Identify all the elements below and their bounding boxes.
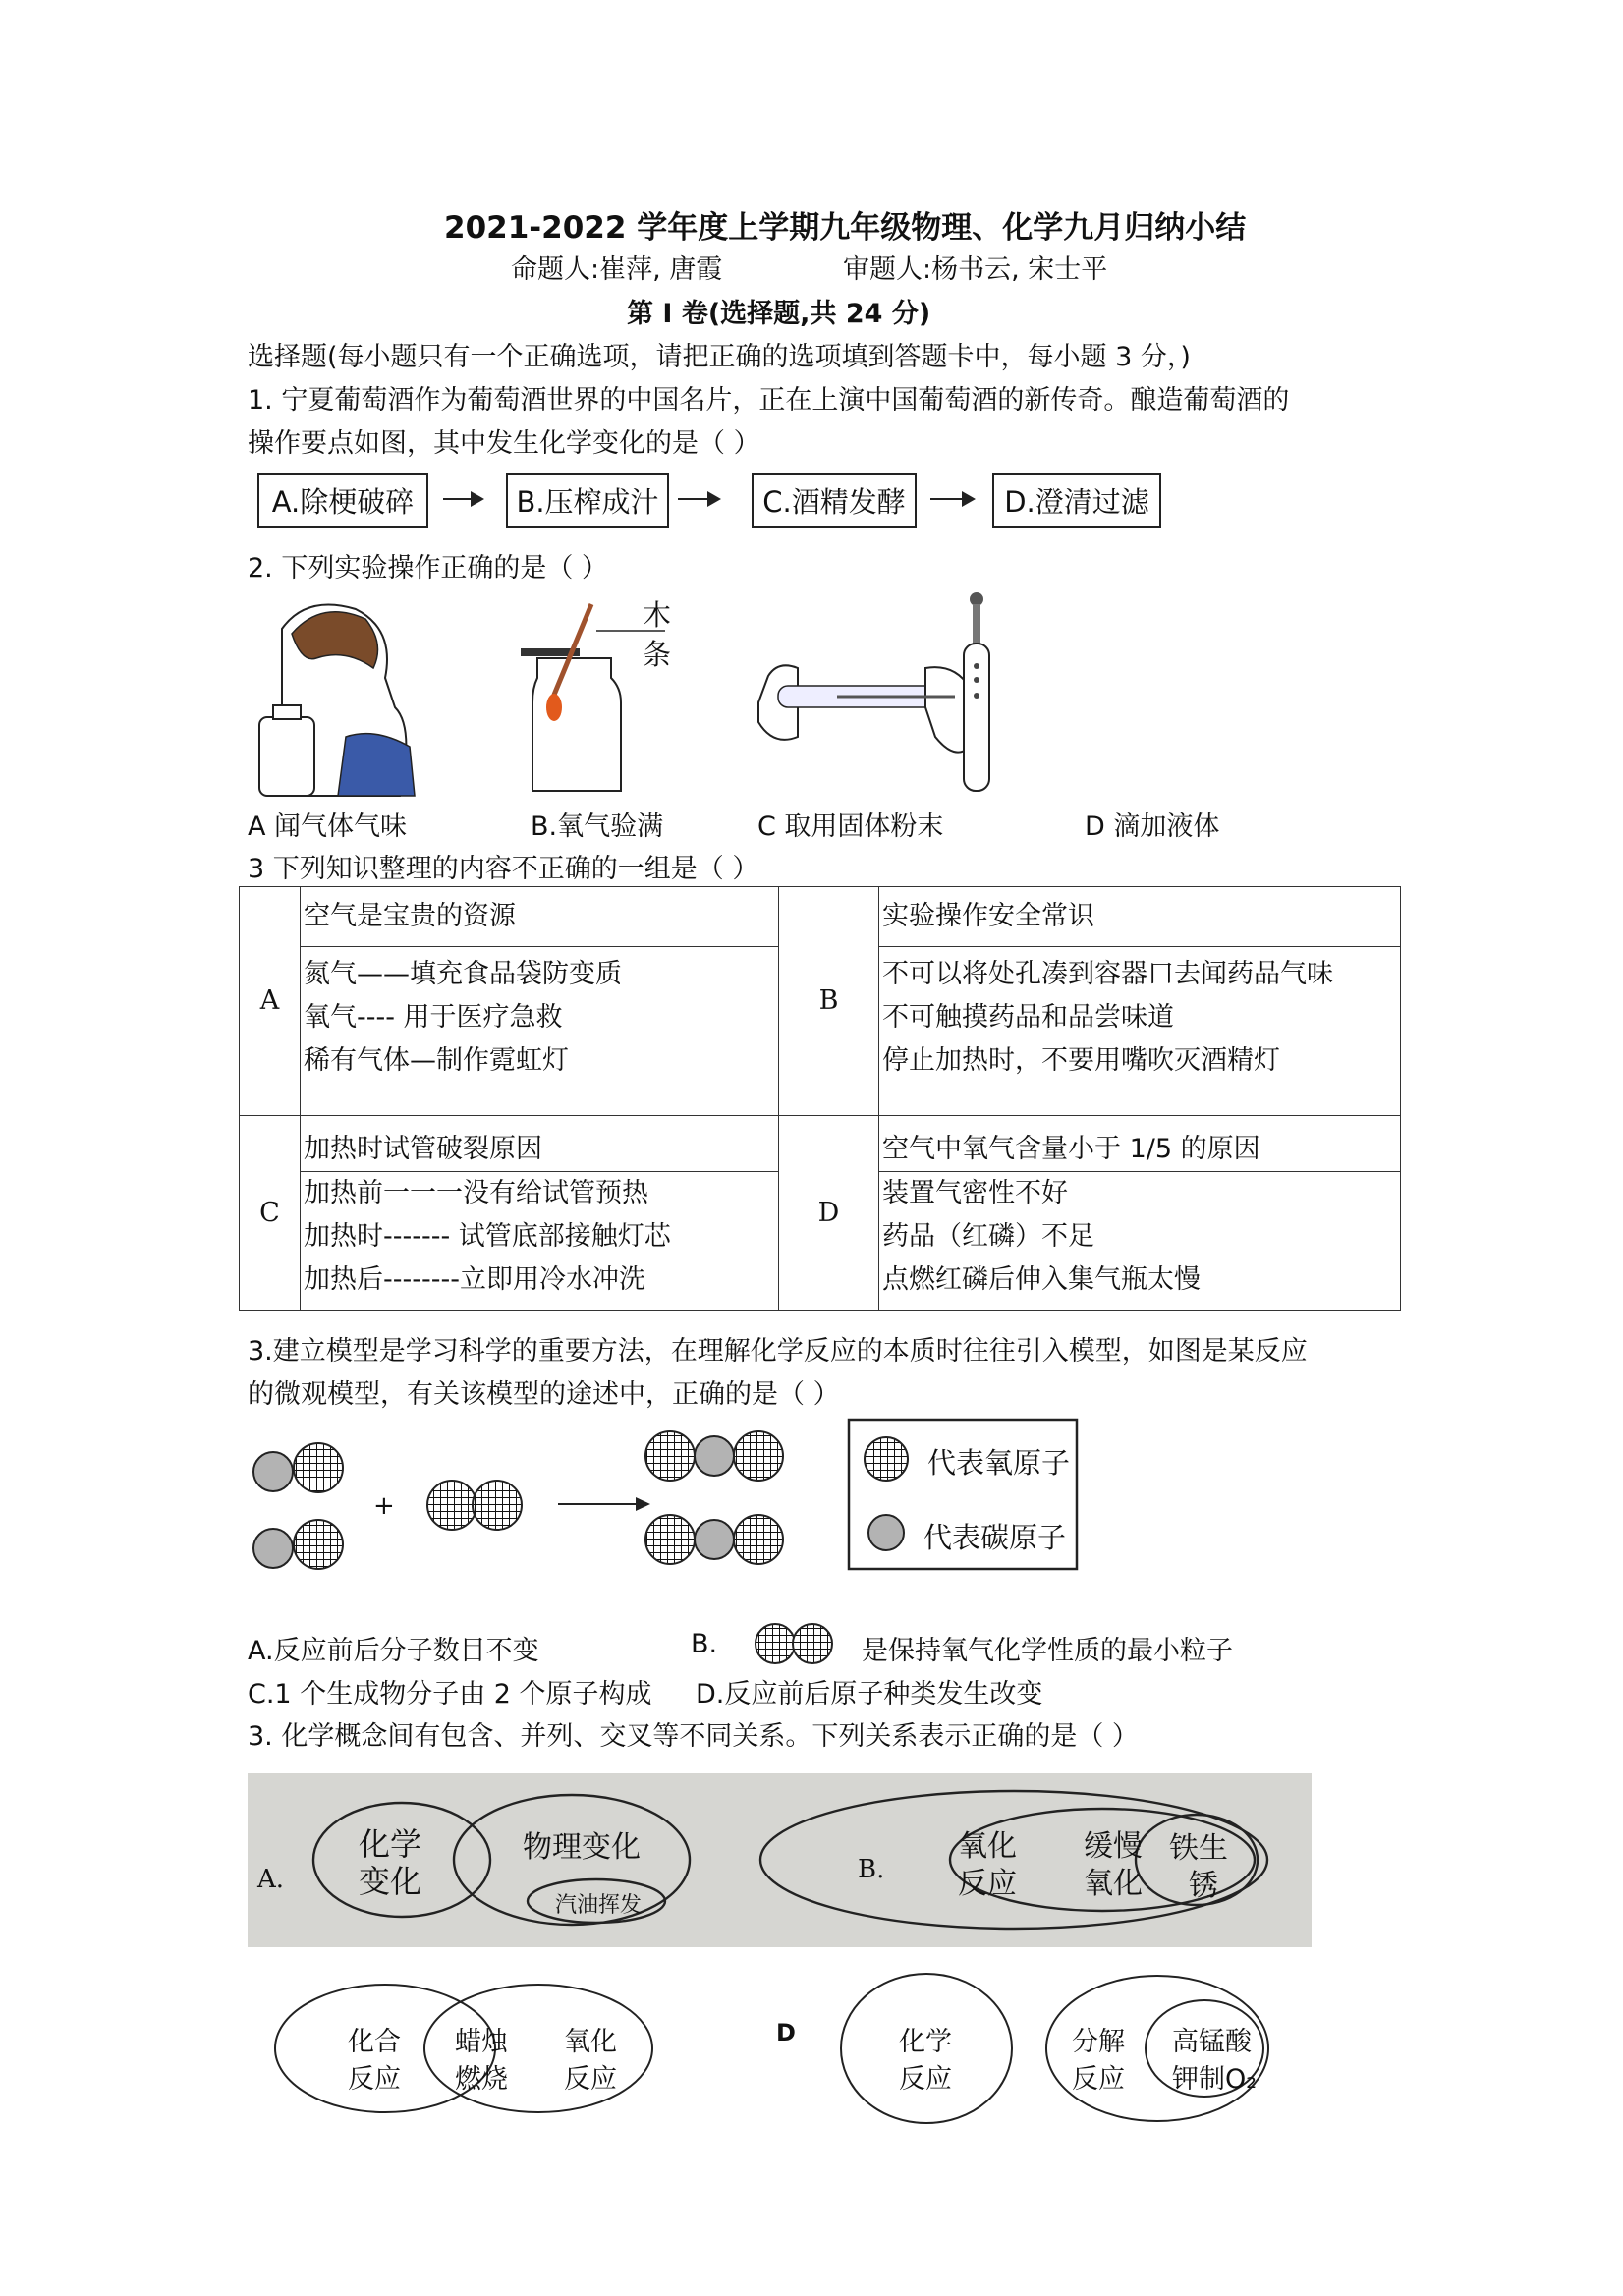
cell-b-line: 不可触摸药品和品尝味道 (882, 1002, 1174, 1033)
legend-carbon-label: 代表碳原子 (923, 1521, 1067, 1554)
diagram-d-chem-reaction-1: 化学 (899, 2027, 952, 2057)
cell-c-line: 加热前一一一没有给试管预热 (304, 1178, 648, 1208)
cell-c-head: 加热时试管破裂原因 (301, 1116, 779, 1172)
cell-b-body (879, 947, 1401, 1116)
q2-option-d: D 滴加液体 (1085, 812, 1220, 842)
q1-arrow-1 (443, 498, 480, 500)
plus-sign: + (373, 1491, 395, 1521)
cell-b-head: 实验操作安全常识 (879, 887, 1401, 947)
diagram-c-oxidation-2: 反应 (564, 2064, 617, 2095)
q3b-option-b-prefix: B. (691, 1629, 718, 1659)
q3b-option-b-text: 是保持氧气化学性质的最小粒子 (862, 1636, 1233, 1666)
q1-step-a: A.除梗破碎 (257, 473, 428, 528)
smelling-person-illustration (259, 605, 415, 797)
diagram-c-combination-1: 化合 (348, 2027, 401, 2057)
q1-arrow-2 (678, 498, 717, 500)
q2-option-a: A 闻气体气味 (248, 812, 408, 842)
co-molecule-1 (253, 1443, 343, 1492)
diagram-b-oxidation-2: 反应 (958, 1867, 1017, 1901)
diagram-a-phys-change: 物理变化 (523, 1830, 641, 1865)
cell-d-line: 药品（红磷）不足 (882, 1221, 1094, 1252)
co-molecule-2 (253, 1520, 343, 1569)
knowledge-table (239, 886, 1401, 1311)
diagram-d-chem-reaction-2: 反应 (899, 2064, 952, 2095)
diagram-d-kmno4-1: 高锰酸 (1172, 2027, 1252, 2057)
diagram-a-chem-change-1: 化学 (359, 1825, 422, 1863)
cell-c-line: 加热时------- 试管底部接触灯芯 (304, 1221, 671, 1252)
q1-arrow-3 (930, 498, 972, 500)
cell-c-body (301, 1172, 779, 1311)
cell-d-line: 装置气密性不好 (882, 1178, 1068, 1208)
co2-molecule-1 (645, 1431, 783, 1481)
diagram-b-oxidation-1: 氧化 (958, 1829, 1017, 1864)
diagram-c-oxidation-1: 氧化 (564, 2027, 617, 2057)
authors: 命题人:崔萍, 唐霞 (511, 254, 723, 285)
diagram-c-combination-2: 反应 (348, 2064, 401, 2095)
q3b-stem-line1: 3.建立模型是学习科学的重要方法，在理解化学反应的本质时往往引入模型，如图是某反应 (248, 1336, 1308, 1367)
diagram-c-candle-1: 蜡烛 (455, 2027, 508, 2057)
o2-molecule-icon (752, 1621, 844, 1666)
q2-label-wood: 木 (643, 598, 672, 632)
q2-label-strip: 条 (643, 638, 672, 671)
diagram-d-kmno4-2: 钾制O₂ (1172, 2064, 1258, 2095)
row-label-d: D (779, 1116, 879, 1311)
row-label-a: A (240, 887, 301, 1116)
reviewers: 审题人:杨书云, 宋士平 (843, 254, 1108, 285)
cell-b-line: 停止加热时，不要用嘴吹灭酒精灯 (882, 1045, 1280, 1076)
q3b-stem-line2: 的微观模型，有关该模型的途述中，正确的是（ ） (248, 1379, 840, 1410)
q3b-option-d: D.反应前后原子种类发生改变 (696, 1679, 1043, 1709)
diagram-b-rust-1: 铁生 (1169, 1831, 1228, 1866)
cell-a-line: 稀有气体—制作霓虹灯 (304, 1045, 569, 1076)
diagram-b-slow-ox-1: 缓慢 (1084, 1829, 1143, 1864)
q3c-stem: 3. 化学概念间有包含、并列、交叉等不同关系。下列关系表示正确的是（ ） (248, 1721, 1139, 1752)
cell-a-body (301, 947, 779, 1116)
section-heading: 第 I 卷(选择题,共 24 分) (627, 299, 931, 329)
q2-option-c: C 取用固体粉末 (757, 812, 944, 842)
legend-oxygen-label: 代表氧原子 (927, 1446, 1071, 1480)
diagram-c-candle-2: 燃烧 (455, 2064, 508, 2095)
cell-a-line: 氧气---- 用于医疗急救 (304, 1002, 563, 1033)
q1-stem-line2: 操作要点如图，其中发生化学变化的是（ ） (248, 428, 760, 459)
diagram-b-rust-2: 锈 (1189, 1869, 1218, 1903)
cell-d-body (879, 1172, 1401, 1311)
diagram-d-decomposition-1: 分解 (1072, 2027, 1125, 2057)
diagram-b-slow-ox-2: 氧化 (1084, 1867, 1143, 1901)
diagram-b-label: B. (858, 1855, 885, 1884)
powder-transfer-illustration (758, 665, 970, 752)
diagram-d-label: D (776, 2019, 796, 2046)
q1-stem-line1: 1. 宁夏葡萄酒作为葡萄酒世界的中国名片，正在上演中国葡萄酒的新传奇。酿造葡萄酒的 (248, 385, 1290, 416)
q3b-option-c: C.1 个生成物分子由 2 个原子构成 (248, 1679, 652, 1709)
q1-step-c: C.酒精发酵 (752, 473, 917, 528)
row-label-b: B (779, 887, 879, 1116)
q2-illustrations (248, 589, 1279, 801)
o2-molecule (427, 1481, 522, 1530)
q3a-stem: 3 下列知识整理的内容不正确的一组是（ ） (248, 854, 759, 884)
dropper-test-tube-illustration (964, 592, 989, 791)
diagram-d-decomposition-2: 反应 (1072, 2064, 1125, 2095)
diagram-a-chem-change-2: 变化 (359, 1863, 422, 1900)
page-title: 2021-2022 学年度上学期九年级物理、化学九月归纳小结 (444, 210, 1247, 246)
cell-d-head: 空气中氧气含量小于 1/5 的原因 (879, 1116, 1401, 1172)
diagram-a-label: A. (257, 1865, 285, 1894)
q2-option-b: B.氧气验满 (531, 812, 664, 842)
q3b-option-a: A.反应前后分子数目不变 (248, 1636, 539, 1666)
cell-b-line: 不可以将处孔凑到容器口去闻药品气味 (882, 959, 1333, 989)
diagram-cd (248, 1955, 1328, 2152)
q1-step-b: B.压榨成汁 (506, 473, 669, 528)
diagram-a-evaporation: 汽油挥发 (555, 1893, 643, 1918)
co2-molecule-2 (645, 1515, 783, 1564)
cell-d-line: 点燃红磷后伸入集气瓶太慢 (882, 1264, 1201, 1295)
instructions: 选择题(每小题只有一个正确选项，请把正确的选项填到答题卡中，每小题 3 分，) (248, 342, 1191, 372)
q1-step-d: D.澄清过滤 (992, 473, 1161, 528)
q2-stem: 2. 下列实验操作正确的是（ ） (248, 553, 608, 584)
cell-c-line: 加热后--------立即用冷水冲洗 (304, 1264, 645, 1295)
cell-a-head: 空气是宝贵的资源 (301, 887, 779, 947)
cell-a-line: 氮气——填充食品袋防变质 (304, 959, 622, 989)
row-label-c: C (240, 1116, 301, 1311)
